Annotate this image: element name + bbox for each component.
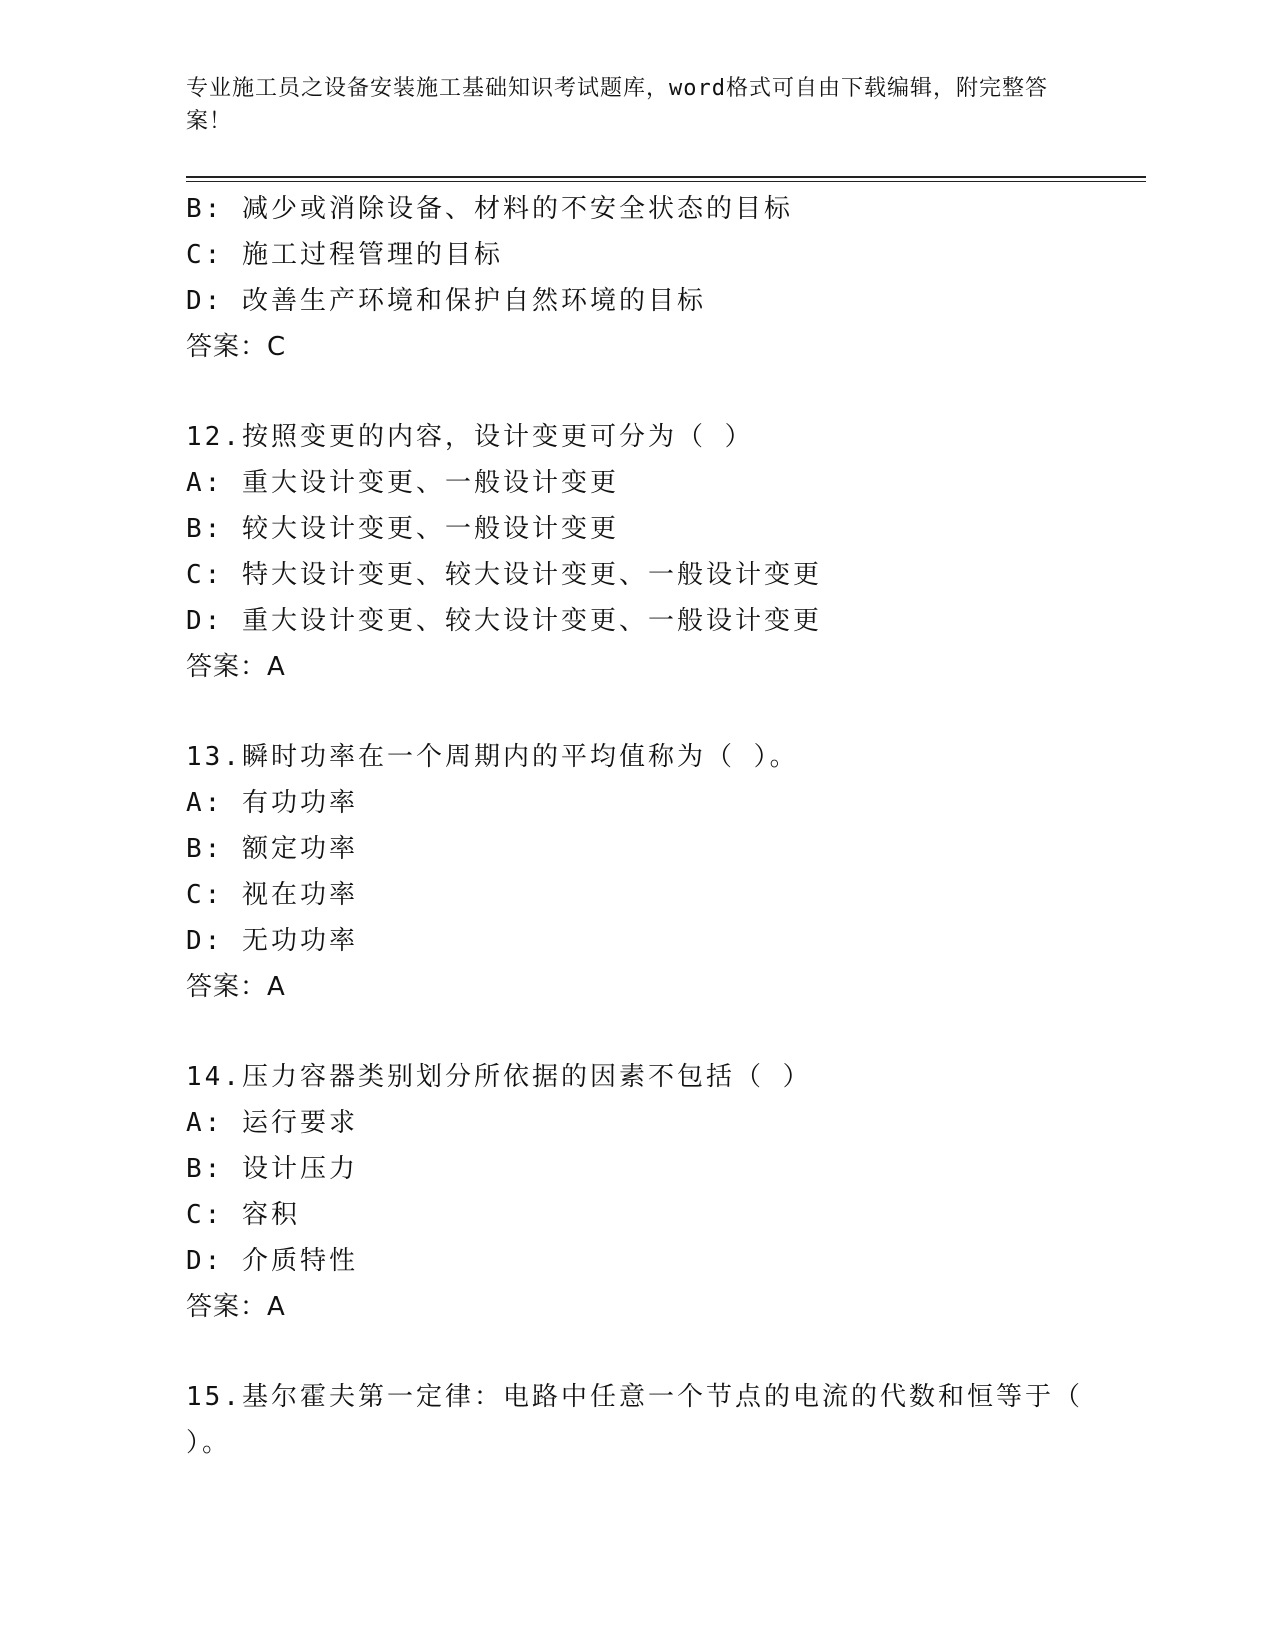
answer-line: 答案：A	[186, 652, 286, 682]
option-d: D: 重大设计变更、较大设计变更、一般设计变更	[186, 606, 822, 636]
option-d: D: 介质特性	[186, 1246, 358, 1276]
option-d: D: 改善生产环境和保护自然环境的目标	[186, 286, 706, 316]
option-a: A: 运行要求	[186, 1108, 358, 1138]
answer-line: 答案：A	[186, 972, 286, 1002]
option-b: B: 设计压力	[186, 1154, 358, 1184]
question-text: 12.按照变更的内容，设计变更可分为（ ）	[186, 422, 754, 452]
question-14	[186, 1054, 1146, 1330]
question-13	[186, 734, 1146, 1010]
question-text: 15.基尔霍夫第一定律：电路中任意一个节点的电流的代数和恒等于（ ）。	[186, 1382, 1083, 1458]
question-15	[186, 1374, 1146, 1466]
question-11-continued	[186, 186, 1146, 370]
option-c: C: 施工过程管理的目标	[186, 240, 503, 270]
option-a: A: 重大设计变更、一般设计变更	[186, 468, 619, 498]
option-c: C: 视在功率	[186, 880, 358, 910]
document-header: 专业施工员之设备安装施工基础知识考试题库，word格式可自由下载编辑，附完整答案！	[186, 76, 1048, 134]
option-d: D: 无功功率	[186, 926, 358, 956]
option-b: B: 额定功率	[186, 834, 358, 864]
question-list	[186, 186, 1146, 1466]
header-divider	[186, 176, 1146, 182]
answer-line: 答案：C	[186, 332, 287, 362]
question-text: 14.压力容器类别划分所依据的因素不包括（ ）	[186, 1062, 812, 1092]
option-a: A: 有功功率	[186, 788, 358, 818]
question-text: 13.瞬时功率在一个周期内的平均值称为（ ）。	[186, 742, 799, 772]
option-b: B: 减少或消除设备、材料的不安全状态的目标	[186, 194, 793, 224]
question-12	[186, 414, 1146, 690]
option-c: C: 特大设计变更、较大设计变更、一般设计变更	[186, 560, 822, 590]
document-page	[186, 72, 1146, 1466]
option-c: C: 容积	[186, 1200, 300, 1230]
option-b: B: 较大设计变更、一般设计变更	[186, 514, 619, 544]
answer-line: 答案：A	[186, 1292, 286, 1322]
